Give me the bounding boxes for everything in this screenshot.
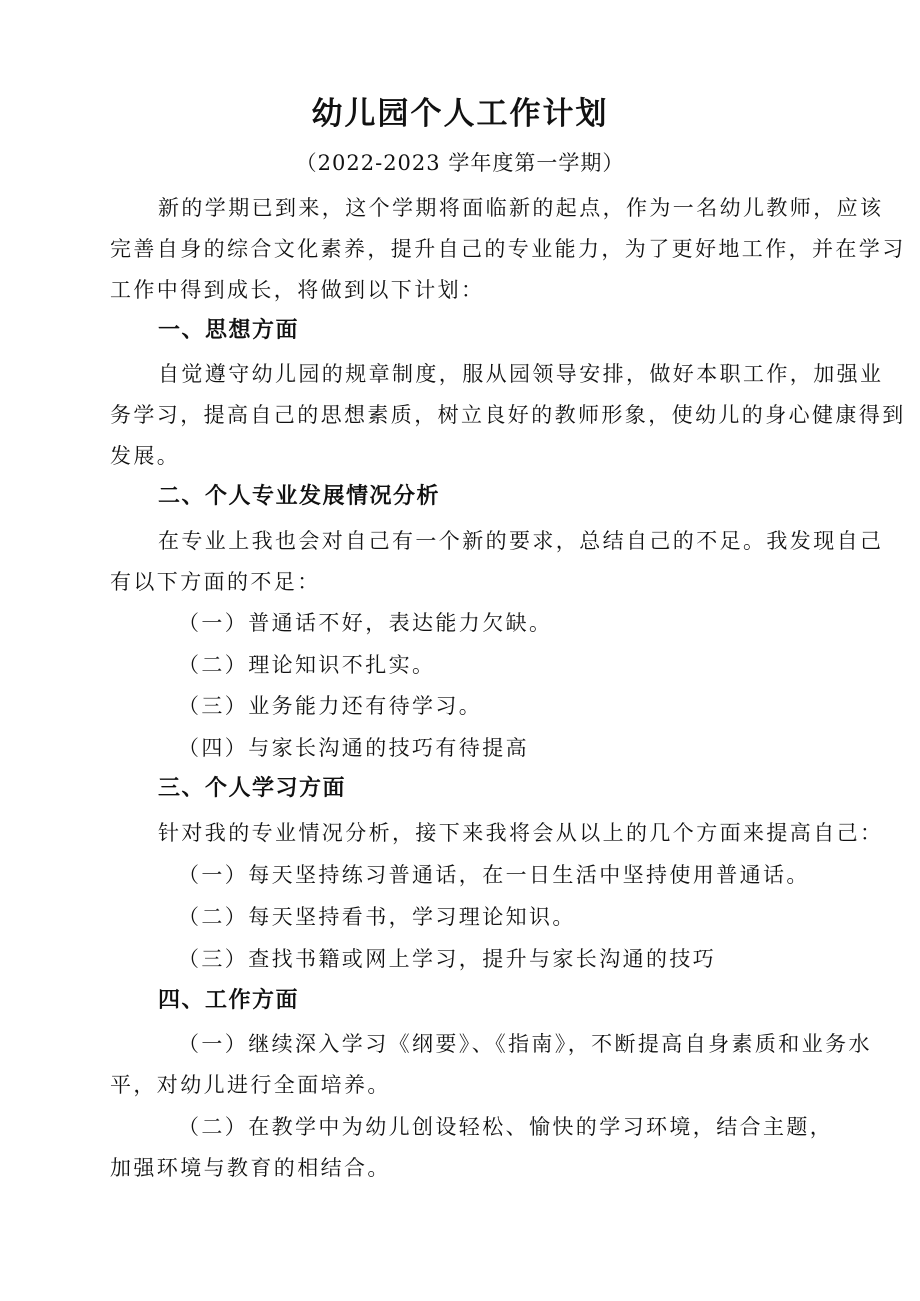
section1-line-3: 发展。	[110, 444, 181, 468]
section2-item-3: （三）业务能力还有待学习。	[178, 694, 483, 718]
section4-item2-line-1: （二）在教学中为幼儿创设轻松、愉快的学习环境，结合主题，	[178, 1115, 834, 1139]
section1-heading: 一、思想方面	[158, 318, 300, 343]
section4-item1-line-2: 平，对幼儿进行全面培养。	[110, 1073, 391, 1097]
section4-item1-line-1: （一）继续深入学习《纲要》、《指南》，不断提高自身素质和业务水	[178, 1032, 872, 1056]
section3-line-1: 针对我的专业情况分析，接下来我将会从以上的几个方面来提高自己：	[158, 821, 884, 845]
section3-item-2: （二）每天坚持看书，学习理论知识。	[178, 905, 576, 929]
section3-item-3: （三）查找书籍或网上学习，提升与家长沟通的技巧	[178, 947, 717, 971]
intro-line-1: 新的学期已到来，这个学期将面临新的起点，作为一名幼儿教师，应该	[158, 196, 884, 220]
section1-line-2: 务学习，提高自己的思想素质，树立良好的教师形象，使幼儿的身心健康得到	[110, 403, 906, 427]
section2-heading: 二、个人专业发展情况分析	[158, 484, 441, 509]
section2-item-4: （四）与家长沟通的技巧有待提高	[178, 736, 529, 760]
intro-line-3: 工作中得到成长，将做到以下计划：	[110, 278, 485, 302]
section3-heading: 三、个人学习方面	[158, 776, 347, 801]
section4-heading: 四、工作方面	[158, 988, 300, 1013]
document-subtitle: （2022-2023 学年度第一学期）	[295, 151, 625, 175]
intro-line-2: 完善自身的综合文化素养，提升自己的专业能力，为了更好地工作，并在学习	[110, 237, 906, 261]
section1-line-1: 自觉遵守幼儿园的规章制度，服从园领导安排，做好本职工作，加强业	[158, 362, 884, 386]
section2-item-1: （一）普通话不好，表达能力欠缺。	[178, 611, 553, 635]
section3-item-1: （一）每天坚持练习普通话，在一日生活中坚持使用普通话。	[178, 863, 810, 887]
section4-item2-line-2: 加强环境与教育的相结合。	[110, 1156, 391, 1180]
section2-line-1: 在专业上我也会对自己有一个新的要求，总结自己的不足。我发现自己	[158, 529, 884, 553]
section2-item-2: （二）理论知识不扎实。	[178, 653, 436, 677]
document-title: 幼儿园个人工作计划	[311, 96, 609, 132]
section2-line-2: 有以下方面的不足：	[110, 570, 321, 594]
